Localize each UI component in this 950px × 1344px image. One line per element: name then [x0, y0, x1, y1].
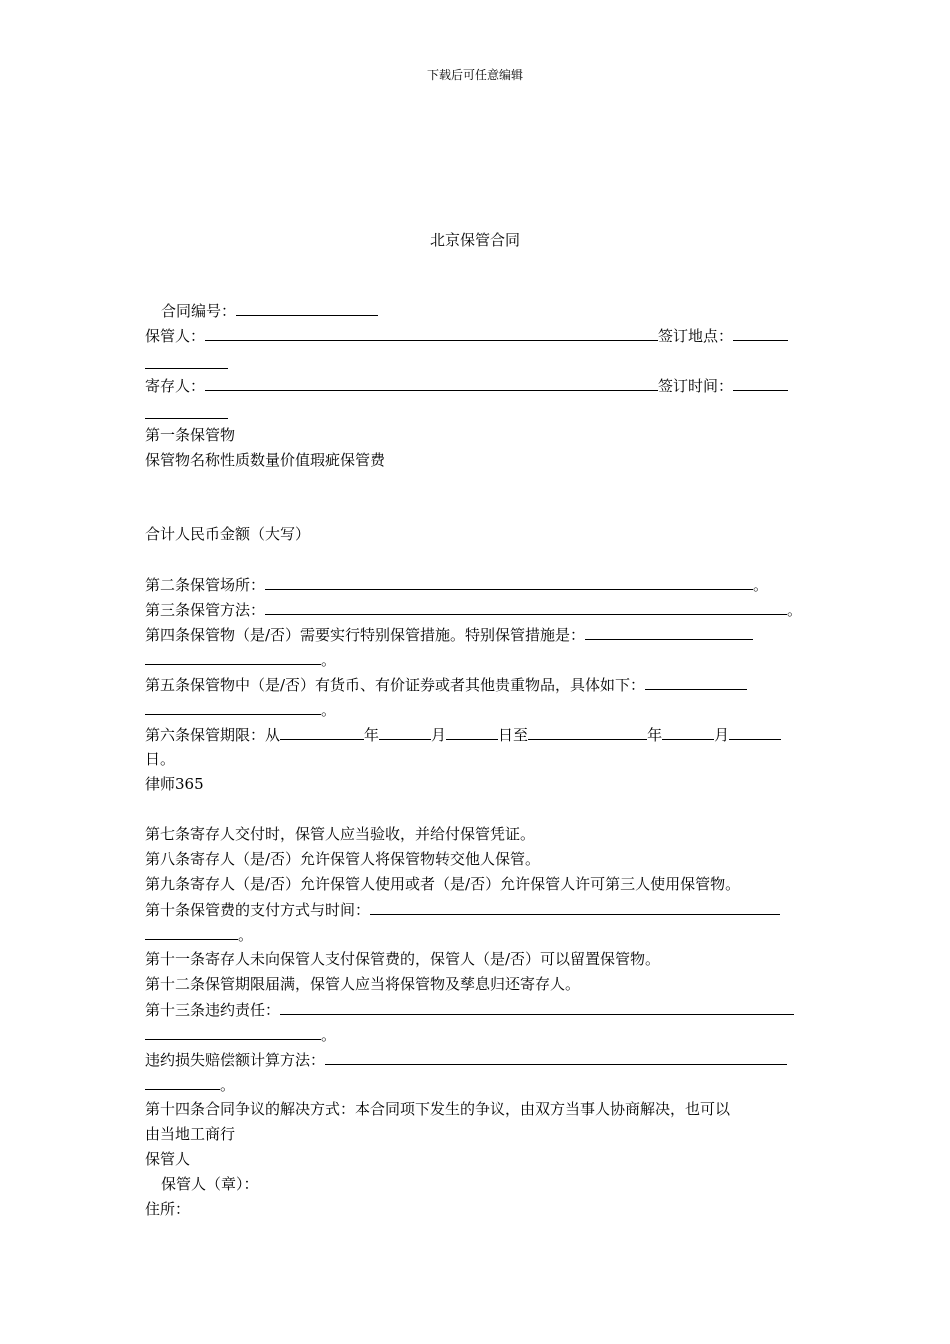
article-8: 第八条寄存人（是/否）允许保管人将保管物转交他人保管。 — [145, 850, 541, 868]
damages-blank — [325, 1049, 787, 1065]
keeper-blank — [205, 325, 658, 341]
article-4-period: 。 — [321, 651, 337, 669]
address-line: 住所： — [145, 1200, 191, 1218]
day-to-label: 日至 — [498, 726, 529, 744]
article-7: 第七条寄存人交付时，保管人应当验收，并给付保管凭证。 — [145, 825, 536, 843]
damages-continued — [145, 1074, 807, 1095]
article-3-period: 。 — [787, 601, 803, 619]
damages-calculation — [145, 1049, 807, 1070]
depositor-blank — [205, 375, 658, 391]
article-9: 第九条寄存人（是/否）允许保管人使用或者（是/否）允许保管人许可第三人使用保管物。 — [145, 875, 741, 893]
article-10-blank — [370, 899, 780, 915]
article-6-end: 日。 — [145, 750, 176, 768]
start-year-blank — [280, 724, 364, 740]
damages-label: 违约损失赔偿额计算方法： — [145, 1051, 326, 1069]
article-4-blank — [585, 624, 753, 640]
end-year-label: 年 — [647, 726, 663, 744]
keeper-label: 保管人： — [145, 327, 206, 345]
article-14-line-2: 由当地工商行 — [145, 1125, 236, 1143]
sign-place-blank — [733, 325, 788, 341]
damages-blank-continued — [145, 1074, 220, 1090]
end-month-blank — [662, 724, 714, 740]
page-header: 下载后可任意编辑 — [426, 68, 523, 82]
article-3-blank — [265, 599, 787, 615]
total-amount: 合计人民币金额（大写） — [145, 525, 311, 543]
article-1: 第一条保管物 — [145, 426, 236, 444]
keeper-line — [145, 325, 807, 346]
contract-title: 北京保管合同 — [429, 231, 520, 249]
article-10 — [145, 899, 807, 920]
article-4-blank-continued — [145, 649, 321, 665]
damages-period: 。 — [220, 1076, 236, 1094]
article-5 — [145, 674, 807, 695]
article-4 — [145, 624, 807, 645]
contract-number-label: 合同编号： — [161, 302, 237, 320]
month-label: 月 — [431, 726, 447, 744]
sign-time-label: 签订时间： — [658, 377, 734, 395]
lawyer-365: 律师365 — [145, 775, 204, 793]
article-2-period: 。 — [753, 576, 769, 594]
depositor-label: 寄存人： — [145, 377, 206, 395]
article-3 — [145, 599, 807, 620]
article-10-label: 第十条保管费的支付方式与时间： — [145, 901, 371, 919]
article-14-line-1: 第十四条合同争议的解决方式：本合同项下发生的争议，由双方当事人协商解决，也可以 — [145, 1100, 731, 1118]
article-10-continued — [145, 924, 807, 945]
article-13-blank-continued — [145, 1024, 321, 1040]
end-year-blank — [528, 724, 647, 740]
keeper-seal-line: 保管人（章）： — [161, 1175, 259, 1193]
article-2 — [145, 574, 807, 595]
end-month-label: 月 — [714, 726, 730, 744]
start-month-blank — [379, 724, 431, 740]
article-13-label: 第十三条违约责任： — [145, 1001, 281, 1019]
sign-place-blank-continued — [145, 368, 228, 369]
article-5-period: 。 — [321, 701, 337, 719]
contract-number-blank — [236, 300, 378, 316]
article-5-label: 第五条保管物中（是/否）有货币、有价证券或者其他贵重物品，具体如下： — [145, 676, 646, 694]
article-10-blank-continued — [145, 924, 238, 940]
sign-time-blank — [733, 375, 788, 391]
article-11: 第十一条寄存人未向保管人支付保管费的，保管人（是/否）可以留置保管物。 — [145, 950, 661, 968]
article-10-period: 。 — [238, 926, 254, 944]
article-2-label: 第二条保管场所： — [145, 576, 266, 594]
article-6-label: 第六条保管期限：从 — [145, 726, 281, 744]
sign-time-blank-continued — [145, 418, 228, 419]
article-13-continued — [145, 1024, 807, 1045]
article-13 — [145, 999, 807, 1020]
year-label: 年 — [364, 726, 380, 744]
article-5-continued — [145, 699, 807, 720]
article-5-blank — [645, 674, 747, 690]
article-5-blank-continued — [145, 699, 321, 715]
article-3-label: 第三条保管方法： — [145, 601, 266, 619]
start-day-blank — [446, 724, 498, 740]
article-1-columns: 保管物名称性质数量价值瑕疵保管费 — [145, 451, 386, 469]
keeper-signature-heading: 保管人 — [145, 1150, 191, 1168]
article-6 — [145, 724, 807, 745]
end-day-blank — [729, 724, 781, 740]
article-2-blank — [265, 574, 753, 590]
contract-number-line — [161, 300, 823, 321]
article-13-blank — [280, 999, 794, 1015]
sign-place-label: 签订地点： — [658, 327, 734, 345]
depositor-line — [145, 375, 807, 396]
article-4-continued — [145, 649, 807, 670]
article-4-label: 第四条保管物（是/否）需要实行特别保管措施。特别保管措施是： — [145, 626, 586, 644]
article-12: 第十二条保管期限届满，保管人应当将保管物及孳息归还寄存人。 — [145, 975, 581, 993]
article-13-period: 。 — [321, 1026, 337, 1044]
